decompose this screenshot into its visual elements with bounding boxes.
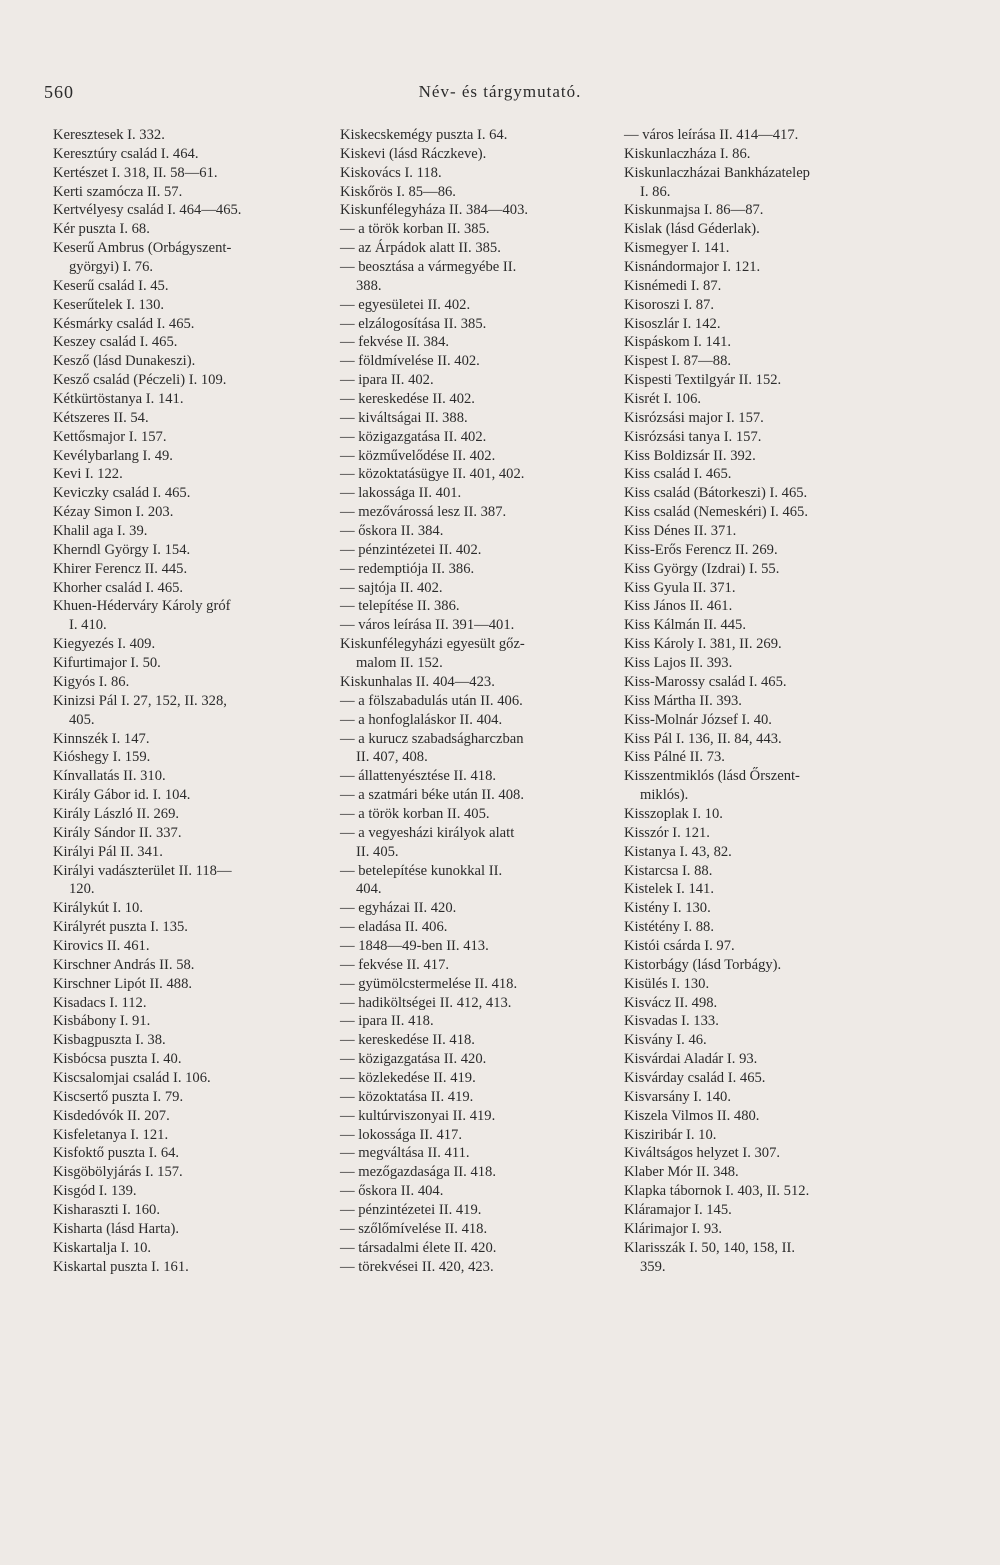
index-entry: Kispesti Textilgyár II. 152. <box>624 372 782 389</box>
index-entry: II. 405. <box>356 843 399 860</box>
index-entry: Kézay Simon I. 203. <box>53 504 174 521</box>
index-entry: 404. <box>356 881 382 898</box>
index-entry: Kér puszta I. 68. <box>53 221 150 238</box>
index-entry: Kettősmajor I. 157. <box>53 428 167 445</box>
index-entry: Kiszela Vilmos II. 480. <box>624 1107 760 1124</box>
index-entry: — gyümölcstermelése II. 418. <box>340 975 518 992</box>
index-entry: Kisfoktő puszta I. 64. <box>53 1145 180 1162</box>
index-entry: Kistanya I. 43, 82. <box>624 843 732 860</box>
index-entry: Kiskartal puszta I. 161. <box>53 1258 189 1275</box>
index-entry: — törekvései II. 420, 423. <box>340 1258 494 1275</box>
index-entry: Kisülés I. 130. <box>624 975 710 992</box>
index-entry: Kisvárdai Aladár I. 93. <box>624 1051 758 1068</box>
index-entry: Királyi vadászterület II. 118— <box>53 862 232 879</box>
index-column-1 <box>53 126 353 1276</box>
index-entry: — kereskedése II. 402. <box>340 391 475 408</box>
index-entry: — beosztása a vármegyébe II. <box>340 259 517 276</box>
index-entry: Kistarcsa I. 88. <box>624 862 713 879</box>
index-entry: Kistétény I. 88. <box>624 919 714 936</box>
index-entry: Kiss család (Bátorkeszi) I. 465. <box>624 485 808 502</box>
index-entry: Kevi I. 122. <box>53 466 123 483</box>
index-entry: — közoktatása II. 419. <box>340 1088 474 1105</box>
index-entry: Kiegyezés I. 409. <box>53 636 156 653</box>
index-entry: Kisdedóvók II. 207. <box>53 1107 170 1124</box>
index-entry: — közoktatásügye II. 401, 402. <box>340 466 525 483</box>
index-entry: Kisvarsány I. 140. <box>624 1088 732 1105</box>
index-entry: — közlekedése II. 419. <box>340 1069 476 1086</box>
index-entry: Kisadacs I. 112. <box>53 994 147 1011</box>
index-entry: Kevélybarlang I. 49. <box>53 447 173 464</box>
index-entry: Kisgöbölyjárás I. 157. <box>53 1164 183 1181</box>
index-entry: Kisbábony I. 91. <box>53 1013 151 1030</box>
index-entry: Kiss család (Nemeskéri) I. 465. <box>624 504 808 521</box>
index-entry: Kisvány I. 46. <box>624 1032 707 1049</box>
index-entry: Kiskecskemégy puszta I. 64. <box>340 127 508 143</box>
index-entry: I. 410. <box>69 617 107 634</box>
index-entry: Keserű Ambrus (Orbágyszent- <box>53 240 232 257</box>
index-entry: — a kurucz szabadságharczban <box>340 730 524 747</box>
index-entry: Kispest I. 87—88. <box>624 353 732 370</box>
index-entry: — pénzintézetei II. 402. <box>340 541 482 558</box>
index-entry: — az Árpádok alatt II. 385. <box>340 240 501 257</box>
index-entry: — betelepítése kunokkal II. <box>340 862 503 879</box>
index-entry: — megváltása II. 411. <box>340 1145 470 1162</box>
index-entry: — a honfoglaláskor II. 404. <box>340 711 503 728</box>
index-entry: Kigyós I. 86. <box>53 673 130 690</box>
index-entry: malom II. 152. <box>356 655 443 672</box>
index-entry: — földmívelése II. 402. <box>340 353 480 370</box>
index-entry: Kislak (lásd Géderlak). <box>624 221 760 238</box>
index-entry: — a fölszabadulás után II. 406. <box>340 692 523 709</box>
index-entry: Kerti szamócza II. 57. <box>53 183 183 200</box>
index-entry: Kisrózsási tanya I. 157. <box>624 428 762 445</box>
index-entry: Király Sándor II. 337. <box>53 824 182 841</box>
index-entry: Királykút I. 10. <box>53 900 143 917</box>
index-entry: Kisrét I. 106. <box>624 391 702 408</box>
index-entry: Klarisszák I. 50, 140, 158, II. <box>624 1239 796 1256</box>
index-entry: Kiskunfélegyházi egyesült gőz- <box>340 636 525 653</box>
index-entry: Kertészet I. 318, II. 58—61. <box>53 164 218 181</box>
index-entry: Klaber Mór II. 348. <box>624 1164 739 1181</box>
index-entry: — közigazgatása II. 420. <box>340 1051 487 1068</box>
index-entry: — lokossága II. 417. <box>340 1126 463 1143</box>
index-entry: Kistény I. 130. <box>624 900 711 917</box>
index-entry: — őskora II. 384. <box>340 523 444 540</box>
index-entry: Keresztesek I. 332. <box>53 127 165 143</box>
index-entry: Királyrét puszta I. 135. <box>53 919 188 936</box>
running-title: Név- és tárgymutató. <box>418 82 582 101</box>
index-entry: Kisharaszti I. 160. <box>53 1201 160 1218</box>
index-entry: — egyházai II. 420. <box>340 900 457 917</box>
index-entry: — szőlőmívelése II. 418. <box>340 1220 488 1237</box>
index-entry: — lakossága II. 401. <box>340 485 462 502</box>
index-entry: — egyesületei II. 402. <box>340 296 471 313</box>
index-entry: Király László II. 269. <box>53 805 180 822</box>
index-entry: 359. <box>640 1258 666 1275</box>
index-entry: györgyi) I. 76. <box>69 259 154 276</box>
index-entry: — 1848—49-ben II. 413. <box>340 937 489 954</box>
index-entry: Kisoroszi I. 87. <box>624 296 714 313</box>
index-entry: — közművelődése II. 402. <box>340 447 496 464</box>
index-column-2 <box>340 126 640 1276</box>
index-entry: Kisszentmiklós (lásd Őrszent- <box>624 768 800 785</box>
index-entry: — a szatmári béke után II. 408. <box>340 787 524 804</box>
index-entry: Kiss-Marossy család I. 465. <box>624 673 787 690</box>
index-entry: — kereskedése II. 418. <box>340 1032 475 1049</box>
index-entry: Kiss család I. 465. <box>624 466 732 483</box>
index-entry: Kiskunmajsa I. 86—87. <box>624 202 764 219</box>
index-entry: Kisgód I. 139. <box>53 1183 137 1200</box>
index-entry: Kisszór I. 121. <box>624 824 710 841</box>
index-entry: Király Gábor id. I. 104. <box>53 787 191 804</box>
index-entry: I. 86. <box>640 183 671 200</box>
index-entry: Kiss Pál I. 136, II. 84, 443. <box>624 730 782 747</box>
index-entry: Klárimajor I. 93. <box>624 1220 723 1237</box>
index-entry: Kiscsalomjai család I. 106. <box>53 1069 211 1086</box>
index-entry: Kirovics II. 461. <box>53 937 150 954</box>
index-entry: Kisvárday család I. 465. <box>624 1069 766 1086</box>
index-entry: 388. <box>356 277 382 294</box>
index-entry: Királyi Pál II. 341. <box>53 843 163 860</box>
index-entry: Kesző család (Péczeli) I. 109. <box>53 372 227 389</box>
index-entry: — kiváltságai II. 388. <box>340 409 468 426</box>
index-entry: Kiskunhalas II. 404—423. <box>340 673 495 690</box>
index-entry: Kiscsertő puszta I. 79. <box>53 1088 184 1105</box>
index-entry: miklós). <box>640 787 689 804</box>
index-entry: — társadalmi élete II. 420. <box>340 1239 497 1256</box>
index-entry: — hadiköltségei II. 412, 413. <box>340 994 512 1011</box>
index-entry: Kisbócsa puszta I. 40. <box>53 1051 182 1068</box>
index-entry: Kiss-Molnár József I. 40. <box>624 711 772 728</box>
index-entry: — a török korban II. 405. <box>340 805 490 822</box>
index-entry: Keszey család I. 465. <box>53 334 178 351</box>
index-entry: — redemptiója II. 386. <box>340 560 475 577</box>
index-entry: Késmárky család I. 465. <box>53 315 195 332</box>
index-entry: — város leírása II. 414—417. <box>624 127 799 143</box>
index-entry: Kisziribár I. 10. <box>624 1126 717 1143</box>
index-entry: Kiskőrös I. 85—86. <box>340 183 456 200</box>
index-entry: Kiss Dénes II. 371. <box>624 523 737 540</box>
index-entry: Kesző (lásd Dunakeszi). <box>53 353 196 370</box>
index-entry: Kiss Kálmán II. 445. <box>624 617 747 634</box>
index-entry: Kinnszék I. 147. <box>53 730 150 747</box>
index-entry: — ipara II. 402. <box>340 372 434 389</box>
index-entry: Kisszoplak I. 10. <box>624 805 723 822</box>
index-entry: Kiskunlaczháza I. 86. <box>624 145 751 162</box>
index-entry: Kiss Gyula II. 371. <box>624 579 736 596</box>
index-entry: Kisvadas I. 133. <box>624 1013 719 1030</box>
index-entry: Kióshegy I. 159. <box>53 749 151 766</box>
index-entry: Kiss Károly I. 381, II. 269. <box>624 636 782 653</box>
index-entry: Kétszeres II. 54. <box>53 409 149 426</box>
index-entry: Kiss György (Izdrai) I. 55. <box>624 560 780 577</box>
index-entry: Kifurtimajor I. 50. <box>53 655 161 672</box>
index-entry: Kistelek I. 141. <box>624 881 714 898</box>
index-entry: Kiskevi (lásd Ráczkeve). <box>340 145 487 162</box>
index-entry: Kétkürtöstanya I. 141. <box>53 391 184 408</box>
index-entry: Kisnándormajor I. 121. <box>624 259 761 276</box>
index-entry: — a török korban II. 385. <box>340 221 490 238</box>
index-entry: 405. <box>69 711 95 728</box>
index-entry: 120. <box>69 881 95 898</box>
index-entry: — telepítése II. 386. <box>340 598 460 615</box>
index-entry: Keserű család I. 45. <box>53 277 169 294</box>
index-entry: — fekvése II. 384. <box>340 334 450 351</box>
index-entry: Kínvallatás II. 310. <box>53 768 166 785</box>
index-entry: — őskora II. 404. <box>340 1183 444 1200</box>
index-entry: Kisbagpuszta I. 38. <box>53 1032 166 1049</box>
index-entry: Khirer Ferencz II. 445. <box>53 560 188 577</box>
index-entry: — a vegyesházi királyok alatt <box>340 824 515 841</box>
index-entry: Kiskunfélegyháza II. 384—403. <box>340 202 529 219</box>
page-number: 560 <box>44 82 74 102</box>
index-entry: — ipara II. 418. <box>340 1013 434 1030</box>
index-entry: — mezővárossá lesz II. 387. <box>340 504 507 521</box>
index-entry: — állattenyésztése II. 418. <box>340 768 497 785</box>
index-entry: — fekvése II. 417. <box>340 956 450 973</box>
index-entry: Khuen-Héderváry Károly gróf <box>53 598 231 615</box>
index-entry: Khorher család I. 465. <box>53 579 184 596</box>
index-entry: Kiskunlaczházai Bankházatelep <box>624 164 810 181</box>
index-entry: Kertvélyesy család I. 464—465. <box>53 202 242 219</box>
index-entry: Kirschner András II. 58. <box>53 956 195 973</box>
index-entry: — pénzintézetei II. 419. <box>340 1201 482 1218</box>
index-entry: Kiváltságos helyzet I. 307. <box>624 1145 781 1162</box>
index-entry: Kisvácz II. 498. <box>624 994 718 1011</box>
index-entry: — kultúrviszonyai II. 419. <box>340 1107 496 1124</box>
index-entry: II. 407, 408. <box>356 749 428 766</box>
index-entry: Kisrózsási major I. 157. <box>624 409 764 426</box>
index-entry: Kiss János II. 461. <box>624 598 733 615</box>
index-entry: Keserűtelek I. 130. <box>53 296 165 313</box>
index-entry: — elzálogosítása II. 385. <box>340 315 487 332</box>
index-entry: Kispáskom I. 141. <box>624 334 732 351</box>
index-entry: Kisharta (lásd Harta). <box>53 1220 180 1237</box>
index-entry: Kistorbágy (lásd Torbágy). <box>624 956 782 973</box>
index-entry: Kiss-Erős Ferencz II. 269. <box>624 541 778 558</box>
index-column-3 <box>624 126 894 1276</box>
index-entry: Kinizsi Pál I. 27, 152, II. 328, <box>53 692 227 709</box>
index-entry: — eladása II. 406. <box>340 919 448 936</box>
index-entry: Kismegyer I. 141. <box>624 240 730 257</box>
page-header <box>0 82 1000 106</box>
index-entry: Kisnémedi I. 87. <box>624 277 722 294</box>
index-entry: Kherndl György I. 154. <box>53 541 191 558</box>
index-entry: Khalil aga I. 39. <box>53 523 148 540</box>
index-entry: Keresztúry család I. 464. <box>53 145 199 162</box>
index-entry: — mezőgazdasága II. 418. <box>340 1164 497 1181</box>
index-entry: Kiss Lajos II. 393. <box>624 655 733 672</box>
index-entry: — város leírása II. 391—401. <box>340 617 515 634</box>
index-entry: Klapka tábornok I. 403, II. 512. <box>624 1183 810 1200</box>
index-entry: Kistói csárda I. 97. <box>624 937 735 954</box>
index-entry: Kiss Mártha II. 393. <box>624 692 742 709</box>
index-entry: Kiskovács I. 118. <box>340 164 442 181</box>
index-entry: — közigazgatása II. 402. <box>340 428 487 445</box>
index-entry: Kiss Boldizsár II. 392. <box>624 447 756 464</box>
index-entry: Kirschner Lipót II. 488. <box>53 975 193 992</box>
index-entry: — sajtója II. 402. <box>340 579 443 596</box>
index-entry: Kisoszlár I. 142. <box>624 315 721 332</box>
index-entry: Kiskartalja I. 10. <box>53 1239 152 1256</box>
index-entry: Kiss Pálné II. 73. <box>624 749 725 766</box>
index-entry: Kisfeletanya I. 121. <box>53 1126 169 1143</box>
index-entry: Kláramajor I. 145. <box>624 1201 732 1218</box>
index-entry: Keviczky család I. 465. <box>53 485 191 502</box>
